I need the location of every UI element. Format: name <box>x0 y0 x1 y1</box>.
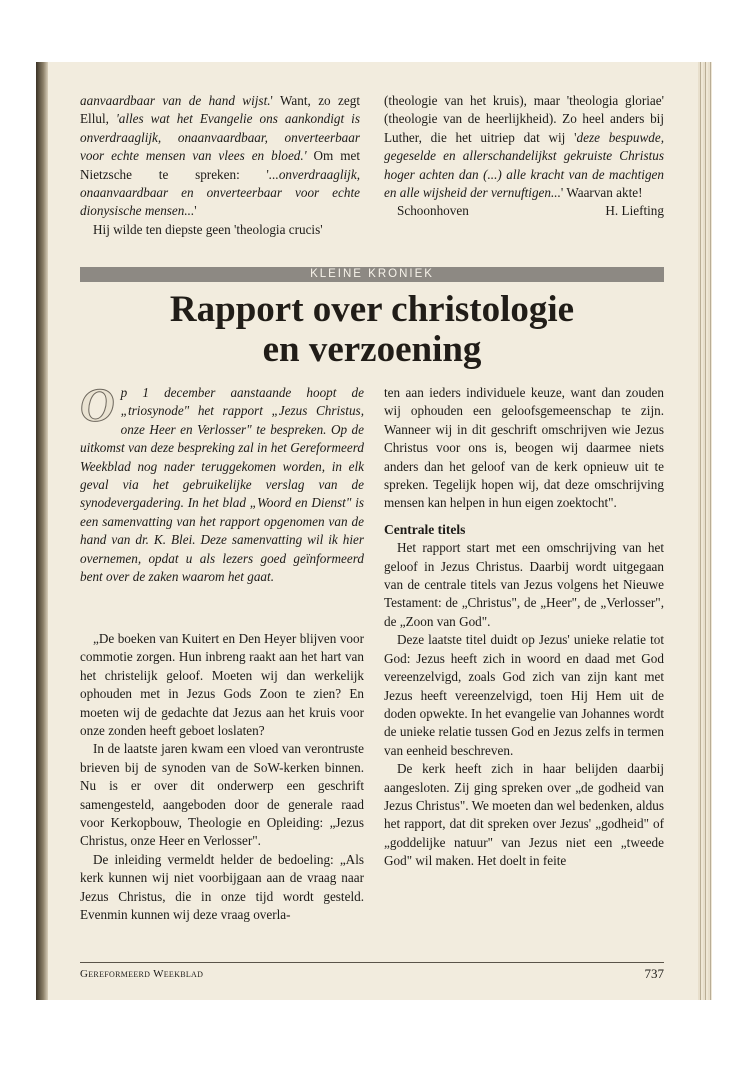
body-paragraph: Het rapport start met een omschrijving van het geloof in Jezus Christus. Daarbij wordt uitgegaan van de centrale titels van Jezus volgens het Nieuwe Testament: de „Christus", de „Heer", de „Verlosser", de „Zoon van God". <box>384 540 664 629</box>
body-paragraph: De inleiding vermeldt helder de bedoeling: „Als kerk kunnen wij niet voorbijgaan aan de vraag naar Jezus Christus, die in onze tijd wordt gesteld. Evenmin kunnen wij deze vraag overla- <box>80 851 364 923</box>
page-number: 737 <box>644 966 664 981</box>
footer-rule <box>80 962 664 963</box>
section-banner: KLEINE KRONIEK <box>80 267 664 282</box>
body-paragraph: Deze laatste titel duidt op Jezus' unieke relatie tot God: Jezus heeft zich in woord en daad met God vereenzelvigd, zoals God zich van zijn kant met Jezus heeft vereenzelvigd, toen Hij Hem uit de doden opwekte. In het evangelie van Johannes wordt de unieke relatie tussen God en Jezus zelfs in termen van eenheid beschreven. <box>384 632 664 758</box>
previous-article-column-right <box>384 92 664 221</box>
magazine-page <box>36 62 712 1000</box>
previous-article-column-left <box>80 92 360 239</box>
previous-article-paragraph: (theologie van het kruis), maar 'theologia gloriae' (theologie van de heerlijkheid). Zo heel anders bij Luther, die het uitriep dat wij 'deze bespuwde, gegeselde en allerschandelijkst gekruiste Christus hoger achten dan (...) alle kracht van de machtigen en alle wijsheid der vernuftigen...' Waarvan akte! <box>384 93 665 201</box>
article-column-left <box>80 630 364 925</box>
signature-line <box>384 202 664 220</box>
body-paragraph: „De boeken van Kuitert en Den Heyer blijven voor commotie zorgen. Hun inbreng raakt aan het hart van het christelijk geloof. Moeten wij dan werkelijk ophouden met in Jezus Gods Zoon te zien? En moeten wij de gedachte dat Jezus aan het kruis voor onze zonden heeft geboet loslaten? <box>80 631 364 739</box>
drop-cap: O <box>80 379 115 432</box>
footer-publication: Gereformeerd Weekblad <box>80 968 204 980</box>
body-paragraph: De kerk heeft zich in haar belijden daarbij aangesloten. Zij ging spreken over „de godheid van Jezus Christus". We moeten dan wel bedenken, aldus het rapport, dat dit spreken over Jezus' „godheid" of „goddelijke natuur" van Jezus niet een „tweede God" wil maken. Het doelt in feite <box>384 761 664 869</box>
signature-author: H. Liefting <box>605 203 664 219</box>
article-intro: Op 1 december aanstaande hoopt de „triosynode" het rapport „Jezus Christus, onze Heer en Verlosser" te bespreken. Op de uitkomst van deze bespreking zal in het Gereformeerd Weekblad nog nader teruggekomen worden, in elk geval via het gebruikelijke verslag van de synodevergadering. In het blad „Woord en Dienst" is een samenvatting van het rapport opgenomen van de hand van dr. K. Blei. Deze samenvatting wil ik hier overnemen, opdat u als lezers goed geïnformeerd bent over de zaken waarom het gaat. <box>80 379 364 585</box>
signature-place: Schoonhoven <box>397 203 469 219</box>
page-edges <box>698 62 712 1000</box>
previous-article-paragraph: aanvaardbaar van de hand wijst.' Want, zo zegt Ellul, 'alles wat het Evangelie ons aankondigt is onverdraaglijk, onaanvaardbaar, onverteerbaar voor echte mensen van vlees en bloed.' Om met Nietzsche te spreken: '...onverdraaglijk, onaanvaardbaar en onverteerbaar voor echte dionysische mensen...' <box>80 93 360 219</box>
body-paragraph: ten aan ieders individuele keuze, want dan zouden wij ophouden een geloofsgemeenschap te zijn. Wanneer wij in dit geschrift omschrijven wie Jezus Christus voor ons is, beogen wij daarmee niets anders dan het geloof van de kerk opnieuw uit te spreken. Tegelijk hopen wij, dat deze omschrijving mensen kan helpen in hun eigen zoektocht". <box>384 385 664 511</box>
section-subheading: Centrale titels <box>384 521 466 537</box>
previous-article-paragraph: Hij wilde ten diepste geen 'theologia crucis' <box>93 221 323 237</box>
body-paragraph: In de laatste jaren kwam een vloed van verontruste brieven bij de synoden van de SoW-kerken binnen. Nu is er over dit onderwerp een geschrift samengesteld, aangeboden door de generale raad voor Kerkopbouw, Theologie en Opleiding: „Jezus Christus, onze Heer en Verlosser". <box>80 741 364 849</box>
article-column-right <box>384 384 664 871</box>
article-title: Rapport over christologie en verzoening <box>169 289 575 370</box>
book-spine <box>36 62 48 1000</box>
